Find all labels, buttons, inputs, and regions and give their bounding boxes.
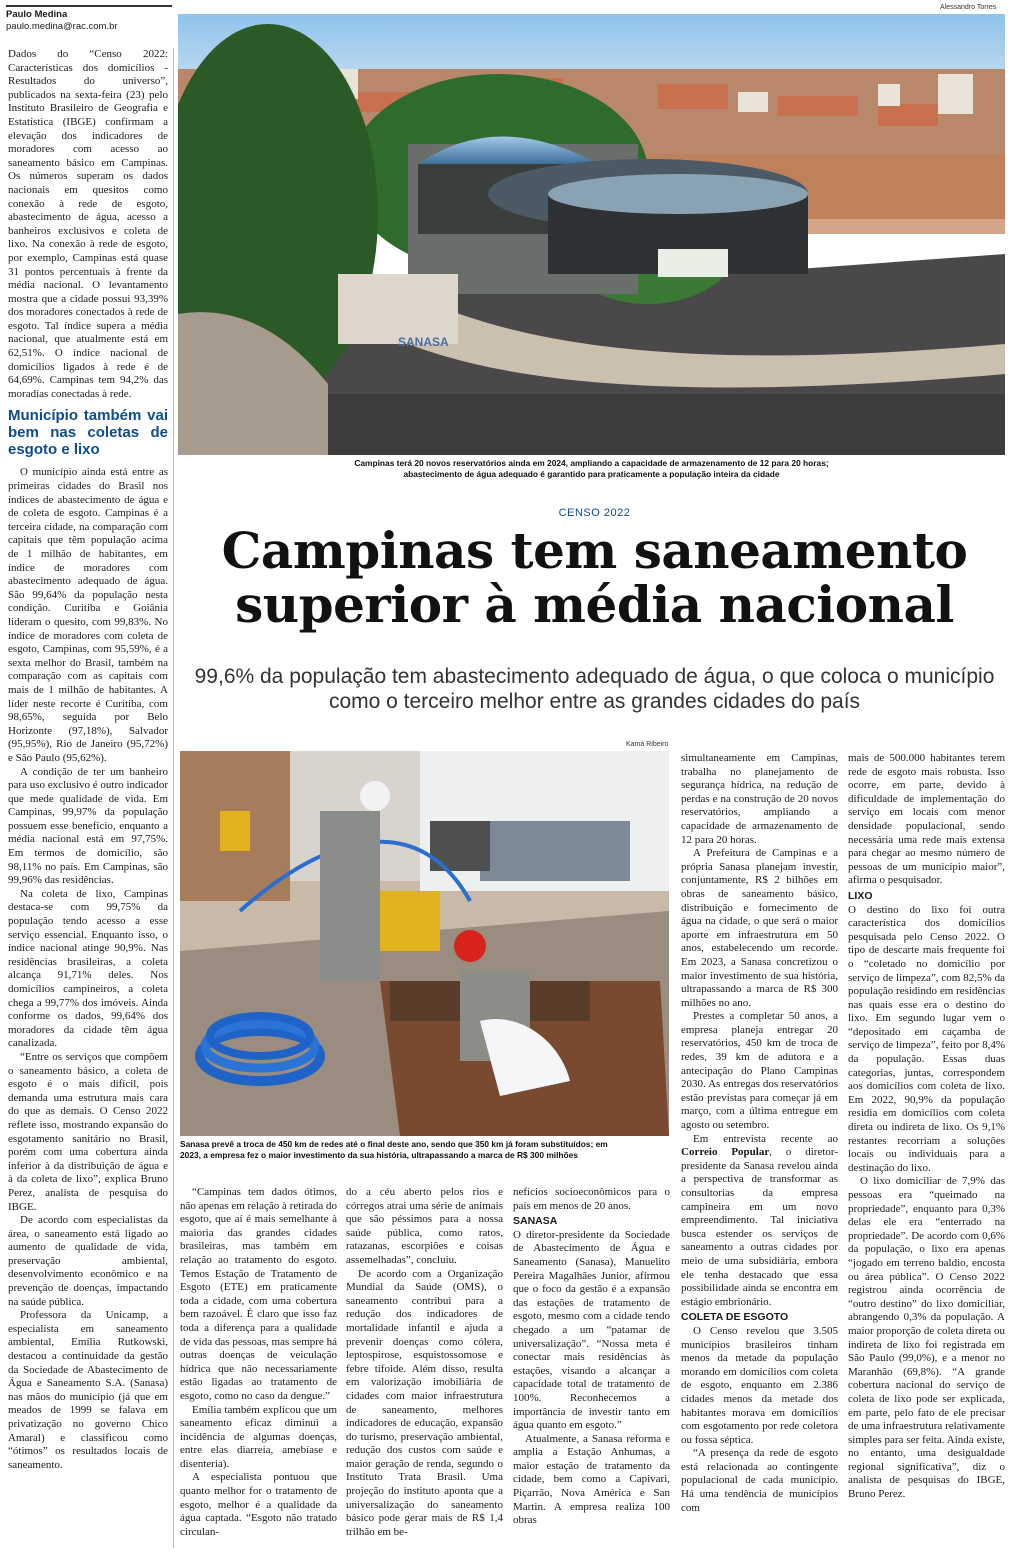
top-caption-line1: Campinas terá 20 novos reservatórios ainda em 2024, ampliando a capacidade de armazenamento de 12 para 20 horas; <box>354 458 829 468</box>
column-divider <box>173 48 174 1548</box>
paragraph <box>681 1133 838 1310</box>
paragraph: nefícios socioeconômicos para o país em menos de 20 anos. <box>513 1186 670 1212</box>
deck: 99,6% da população tem abastecimento adequado de água, o que coloca o município como o terceiro melhor entre as grandes cidades do país <box>194 665 995 713</box>
workers-pipe-photo <box>180 751 669 1136</box>
mid-caption-line2: 2023, a empresa fez o maior investimento da sua história, ultrapassando a marca de R$ 300 milhões <box>180 1150 578 1160</box>
top-caption-line2: abastecimento de água adequado é garantido para praticamente a população inteira da cidade <box>403 469 780 479</box>
paragraph: Professora da Unicamp, a especialista em saneamento ambiental, Emília Rutkowski, destacou a continuidade da gestão da Sociedade de Abastecimento de Água e Saneamento S.A. (Sanasa) nas mãos do município (já que em meados de 1999 se falava em privatização no governo Chico Amaral) e classificou como “ótimos” os resultados locais de saneamento. <box>8 1309 168 1471</box>
newspaper-name: Correio Popular <box>681 1146 770 1159</box>
intertitle-lixo: LIXO <box>848 889 873 902</box>
paragraph: do a céu aberto pelos rios e córregos atrai uma série de animais que são péssimos para a nossa saúde pública, como ratos, ratazanas, escorpiões e coisas assemelhadas”, concluiu. <box>346 1186 503 1266</box>
subhead: Município também vai bem nas coletas de esgoto e lixo <box>8 407 168 459</box>
column-3 <box>346 1186 503 1539</box>
paragraph: A condição de ter um banheiro para uso exclusivo é outro indicador que mede qualidade de vida. Em Campinas, 99,97% da população possuem esse benefício, enquanto a média nacional está em 97,75%. Em termos de domicílio, são 98,11% no país. Em Campinas, são 99,96% das residências. <box>8 765 168 887</box>
headline-line2: superior à média nacional <box>235 575 954 634</box>
column-4 <box>681 752 838 1515</box>
author-name: Paulo Medina <box>6 9 68 20</box>
paragraph: O município ainda está entre as primeiras cidades do Brasil nos índices de abastecimento de água e de coleta de esgoto. Campinas é a terceira cidade, na comparação com capitais que têm população acima de 1 milhão de habitantes, em índice de moradores com abastecimento adequado de água. São 99,64% da população nesta condição. Curitiba e Goiânia lideram o quesito, com 99,83%. No índice de moradores com coleta de esgoto, Campinas, com 95,59%, é a sexta melhor do Brasil, também na comparação com as capitais com mais de 1 milhão de habitantes. A líder neste recorte é Curitiba, com 98,65%, seguida por Belo Horizonte (97,18%), Salvador (95,95%), Rio de Janeiro (95,72%) e São Paulo (95,62%). <box>8 466 168 764</box>
text-run: , o diretor-presidente da Sanasa revelou ainda a perspectiva de transformar as consultorias da empresa campineira em um novo empreendimento. Tal iniciativa busca estender os serviços de saneamento a outras cidades por meio de uma subsidiária, embora ele tenha destacado que essa possibilidade ainda se encontra em estágio embrionário. <box>681 1146 839 1308</box>
column-2 <box>180 1186 337 1539</box>
byline <box>6 5 172 33</box>
paragraph: A Prefeitura de Campinas e a própria Sanasa planejam investir, conjuntamente, R$ 2 bilhões em obras de saneamento básico, distribuição e fornecimento de água na cidade, o que será o maior aporte em infraestrutura em 50 anos, estabelecendo um recorde. Em 2023, a Sanasa concretizou o maior investimento de sua história, ultrapassando a marca de R$ 300 milhões no ano. <box>681 847 838 1009</box>
reservoir-aerial-photo <box>178 14 1005 455</box>
paragraph: “Campinas tem dados ótimos, não apenas em relação à retirada do esgoto, que aí é mais semelhante à maioria das grandes cidades brasileiras, mas também em relação ao tratamento do esgoto. Temos Estação de Tratamento de Esgoto (ETE) em praticamente toda a cidade, com uma cobertura bem razoável. É claro que isso faz toda a diferença para a qualidade de vida das pessoas, mas sempre há outras doenças de veiculação hídrica que não necessariamente estão ligadas ao tratamento de esgoto, como no caso da dengue.” <box>180 1186 337 1402</box>
intertitle-coleta: COLETA DE ESGOTO <box>681 1311 789 1324</box>
reservoir-aerial-illustration <box>178 14 1005 455</box>
headline-line1: Campinas tem saneamento <box>221 521 968 580</box>
paragraph: Emília também explicou que um saneamento eficaz diminui a incidência de algumas doenças, entre elas diarreia, amebíase e disenteria). <box>180 1403 337 1470</box>
text-run: Em entrevista recente ao <box>693 1132 838 1145</box>
paragraph: O Censo revelou que 3.505 municípios brasileiros tinham menos da metade da população morando em domicílios com coleta de esgoto, enquanto em 2.386 cidades menos da metade dos habitantes morava em domicílios com esgotamento por rede coletora ou fossa séptica. <box>681 1324 838 1446</box>
column-sanasa <box>513 1186 670 1528</box>
paragraph: O destino do lixo foi outra característica dos domicílios pesquisada pelo Censo 2022. O tipo de descarte mais frequente foi o “coletado no domicílio por serviço de limpeza”, com 82,5% da população residindo em residências nas quais esse era o destino do lixo. Em segundo lugar vem o “depositado em caçamba de serviço de limpeza”, feito por 8,4% da população. Essas duas categorias, juntas, correspondem aos domicílios com coleta de lixo. Em 2022, 90,9% da população residia em domicílios com coleta direta ou indireta de lixo. Os 9,1% restantes recorriam a soluções locais ou individuais para a destinação do lixo. <box>848 903 1005 1174</box>
paragraph: “Entre os serviços que compõem o saneamento básico, a coleta de esgoto é o mais difícil, pois demanda uma estrutura mais cara do que as demais. O Censo 2022 reflete isso, mostrando expansão do esgotamento sanitário no Brasil, porém com uma cobertura ainda inferior à da distribuição de água e à da coleta de lixo”, explica Bruno Perez, analista de pesquisa do IBGE. <box>8 1050 168 1213</box>
mid-photo-credit: Kamá Ribeiro <box>626 741 669 748</box>
top-photo-credit: Alessandro Torres <box>940 4 997 11</box>
sanasa-wall-sign: SANASA <box>398 335 449 349</box>
paragraph: Dados do “Censo 2022: Características dos domicílios - Resultados do universo”, publicados na sexta-feira (23) pelo Instituto Brasileiro de Geografia e Estatística (IBGE) confirmam a elevação dos indicadores de moradores com acesso ao saneamento básico em Campinas. Os números superam os dados nacionais em quesitos como conexão à rede de esgoto, abastecimento de água, acesso a banheiros exclusivos e coleta de lixo. Na conexão à rede de esgoto, por exemplo, Campinas está quase 31 pontos percentuais à frente da média nacional. O levantamento mostra que a cidade possui 93,39% dos moradores conectados à rede de esgoto. Tal índice supera a média nacional, que atualmente está em 62,51%. O índice nacional de domicílios ligados à rede é de 64,69%. Campinas tem 94,2% das moradias conectadas à rede. <box>8 48 168 400</box>
paragraph: “A presença da rede de esgoto está relacionada ao contingente populacional de cada município. Há uma tendência de municípios com <box>681 1447 838 1514</box>
paragraph: Na coleta de lixo, Campinas destaca-se com 99,75% da população tendo acesso a esse serviço essencial. Enquanto isso, o índice nacional atinge 90,9%. Nas residências brasileiras, a coleta alcança 91,71% deles. Nos domicílios campineiros, a coleta chega a 99,77% dos imóveis. Ainda conforme os dados, 99,64% dos moradores da cidade têm água canalizada. <box>8 887 168 1050</box>
top-photo-caption <box>178 458 1005 480</box>
mid-caption-line1: Sanasa prevê a troca de 450 km de redes até o final deste ano, sendo que 350 km já foram substituídos; em <box>180 1139 608 1149</box>
paragraph: O lixo domiciliar de 7,9% das pessoas era “queimado na propriedade”, enquanto para 0,3% delas ele era “enterrado na propriedade”. De acordo com 0,6% da população, o lixo era apenas “jogado em terreno baldio, encosta ou área pública”. O Censo 2022 registrou ainda ocorrência de “outro destino” do lixo domiciliar, abrangendo 0,3% da população. A maior proporção de coleta direta ou indireta de lixo foi registrada em São Paulo (99,0%), e a menor no Maranhão (69,8%). “A grande cobertura nacional do serviço de coleta de lixo pode ser explicada, em parte, pelo fato de ele precisar de uma infraestrutura relativamente simples para ser feita. Ainda existe, no entanto, uma desigualdade regional significativa”, diz o analista de pesquisas do IBGE, Bruno Perez. <box>848 1175 1005 1501</box>
workers-pipe-illustration <box>180 751 669 1136</box>
paragraph: mais de 500.000 habitantes terem rede de esgoto mais robusta. Isso ocorre, em parte, devido à dificuldade de implementação do serviço em locais com menor densidade populacional, sendo necessária uma rede mais extensa para chegar ao mesmo número de pessoas de um município maior”, afirma o pesquisador. <box>848 752 1005 887</box>
paragraph: simultaneamente em Campinas, trabalha no planejamento de segurança hídrica, na redução de perdas e na construção de 20 novos reservatórios, ampliando a capacidade de armazenamento de 12 para 20 horas. <box>681 752 838 846</box>
column-1 <box>8 48 168 1472</box>
paragraph: Atualmente, a Sanasa reforma e amplia a Estação Anhumas, a maior estação de tratamento da cidade, bem como a Capivari, Piçarrão, Nova América e San Martin. A empresa realiza 100 obras <box>513 1432 670 1527</box>
intertitle-sanasa: SANASA <box>513 1215 558 1228</box>
paragraph: O diretor-presidente da Sociedade de Abastecimento de Água e Saneamento (Sanasa), Manuelito Pereira Magalhães Junior, afirmou que o foco da gestão é a expansão das estações de tratamento de esgoto, mesmo com a cidade tendo chegado a um “patamar de universalização”. “Nossa meta é conectar mais residências às estações, visando a alcançar a capacidade total de tratamento de 100%. Reconhecemos a importância de investir tanto em água quanto em esgoto.” <box>513 1228 670 1432</box>
mid-photo-caption <box>180 1139 669 1161</box>
paragraph: De acordo com a Organização Mundial da Saúde (OMS), o saneamento contribui para a redução dos indicadores de mortalidade infantil e ajuda a prevenir doenças como cólera, leptospirose, esquistossomose e febre tifoide. Além disso, resulta em valorização imobiliária de cidades com maior infraestrutura de saneamento, melhores indicadores de educação, expansão do turismo, preservação ambiental, redução dos custos com saúde e maior geração de renda, segundo o Instituto Trata Brasil. Uma projeção do instituto aponta que a universalização do saneamento básico pode gerar mais de R$ 1,4 trilhão em be- <box>346 1267 503 1538</box>
section-tag: CENSO 2022 <box>558 507 631 519</box>
headline <box>176 521 1013 634</box>
paragraph: De acordo com especialistas da área, o saneamento está ligado ao aumento de qualidade de vida, preservação ambiental, desenvolvimento econômico e na prevenção de doenças, impactando na saúde pública. <box>8 1214 168 1308</box>
paragraph: A especialista pontuou que quanto melhor for o tratamento de esgoto, melhor é a qualidade da água captada. “Esgoto não tratado circulan- <box>180 1471 337 1538</box>
paragraph: Prestes a completar 50 anos, a empresa planeja entregar 20 reservatórios, 450 km de troca de redes, 39 km de adutora e a antecipação do Plano Campinas 2030. As entregas dos reservatórios estão previstas para começar já em março, com a última entregue em agosto ou setembro. <box>681 1010 838 1132</box>
author-email[interactable]: paulo.medina@rac.com.br <box>6 21 118 32</box>
column-5 <box>848 752 1005 1502</box>
